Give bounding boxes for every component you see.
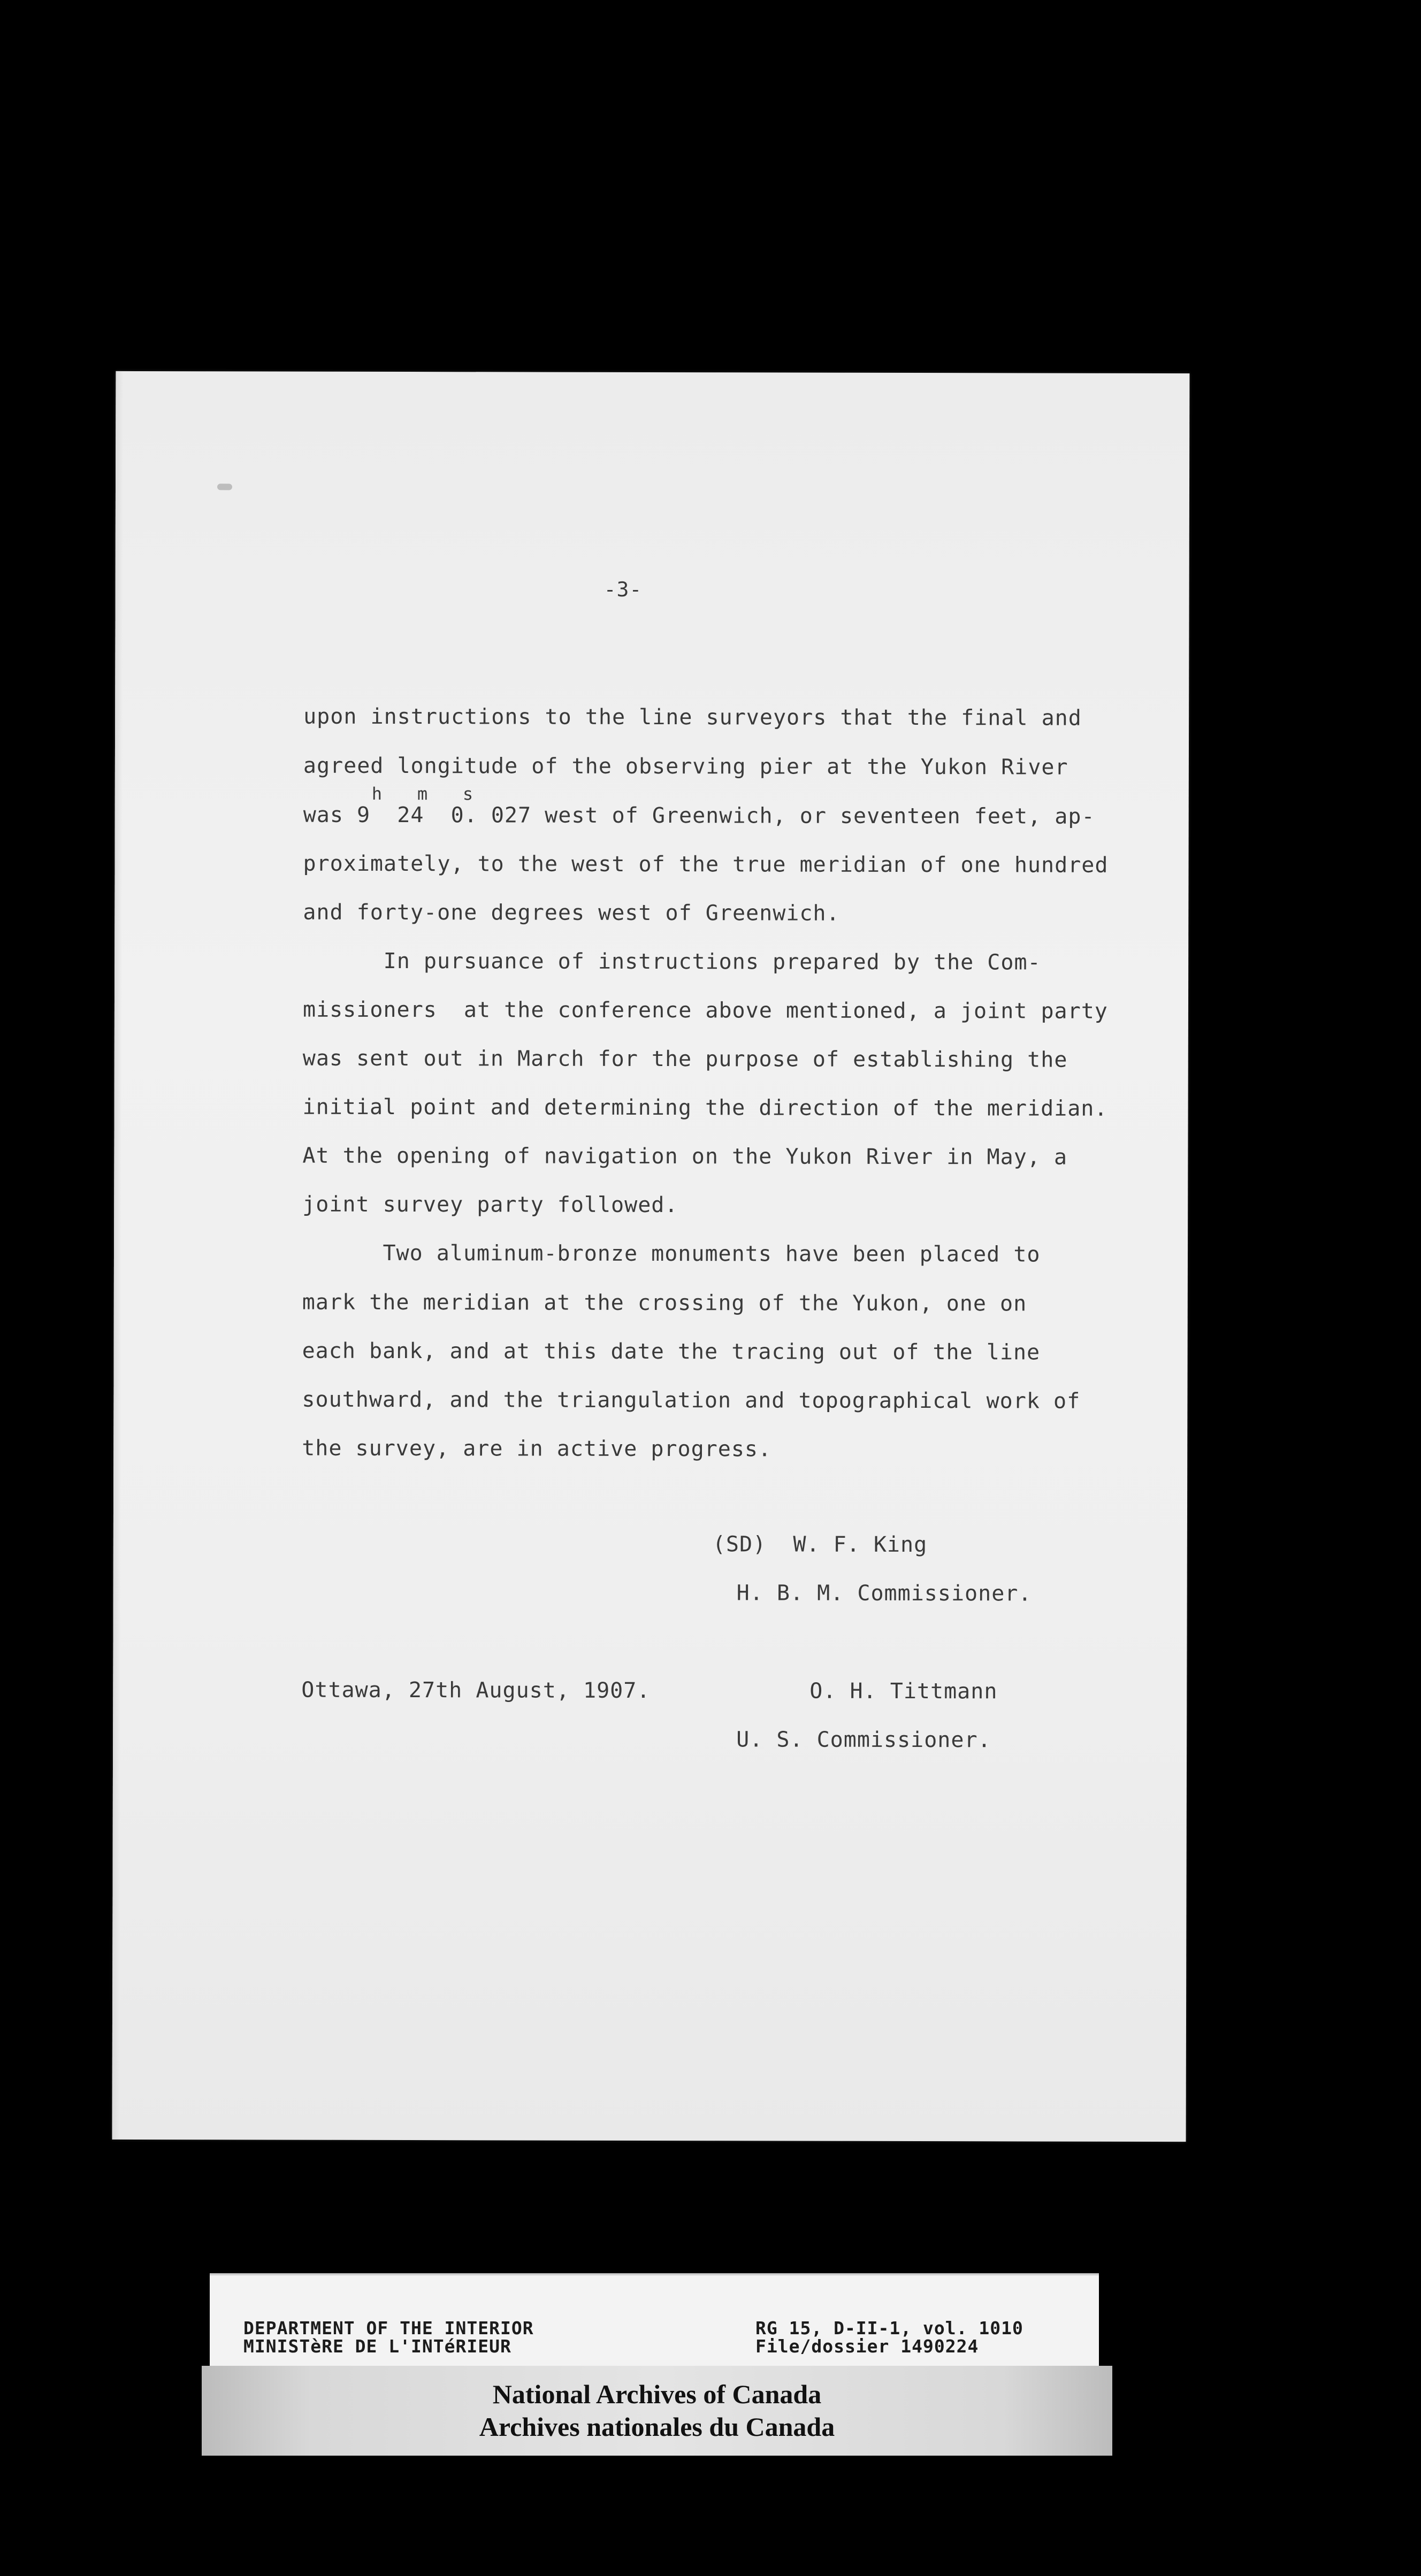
archives-name-en: National Archives of Canada (492, 2379, 822, 2409)
department-fr: MINISTèRE DE L'INTéRIEUR (243, 2336, 511, 2357)
body-line: mark the meridian at the crossing of the Yukon, one on (302, 1290, 1027, 1316)
file-number: File/dossier 1490224 (755, 2336, 979, 2357)
reference-number: RG 15, D-II-1, vol. 1010 (755, 2318, 1023, 2339)
body-line: At the opening of navigation on the Yukon River in May, a (302, 1143, 1068, 1170)
department-name (243, 2319, 534, 2356)
body-line: In pursuance of instructions prepared by the Com- (303, 948, 1041, 975)
body-line: missioners at the conference above mentioned, a joint party (302, 997, 1108, 1024)
signature-king: (SD) W. F. King (712, 1532, 928, 1558)
body-line: and forty-one degrees west of Greenwich. (303, 900, 840, 926)
national-archives-banner (202, 2366, 1112, 2456)
department-en: DEPARTMENT OF THE INTERIOR (243, 2318, 534, 2339)
time-units-superscript: h m s (371, 783, 475, 804)
archives-name-fr: Archives nationales du Canada (479, 2412, 835, 2442)
body-line: proximately, to the west of the true meridian of one hundred (303, 851, 1109, 878)
body-line: was sent out in March for the purpose of establishing the (302, 1046, 1068, 1072)
archive-reference-label (210, 2273, 1099, 2372)
archive-reference (755, 2319, 1023, 2356)
signature-tittmann-title: U. S. Commissioner. (736, 1727, 991, 1753)
signature-king-title: H. B. M. Commissioner. (736, 1581, 1032, 1606)
body-line: each bank, and at this date the tracing out of the line (302, 1338, 1041, 1365)
corner-mark (217, 484, 232, 490)
signature-tittmann: O. H. Tittmann (809, 1678, 998, 1704)
body-line: southward, and the triangulation and topographical work of (302, 1387, 1081, 1414)
body-line: joint survey party followed. (302, 1192, 678, 1218)
body-line: was 9 24 0. 027 west of Greenwich, or seventeen feet, ap- (303, 802, 1095, 829)
document-page (112, 371, 1190, 2142)
body-line: agreed longitude of the observing pier at the Yukon River (303, 753, 1068, 780)
body-line: the survey, are in active progress. (302, 1436, 772, 1462)
page-number: -3- (603, 577, 643, 601)
body-line: upon instructions to the line surveyors that the final and (303, 704, 1082, 731)
body-line: initial point and determining the direction of the meridian. (302, 1094, 1108, 1121)
page-edge-shadow (112, 371, 124, 2140)
body-line: Two aluminum-bronze monuments have been placed to (302, 1240, 1041, 1267)
date-line: Ottawa, 27th August, 1907. (301, 1677, 651, 1703)
